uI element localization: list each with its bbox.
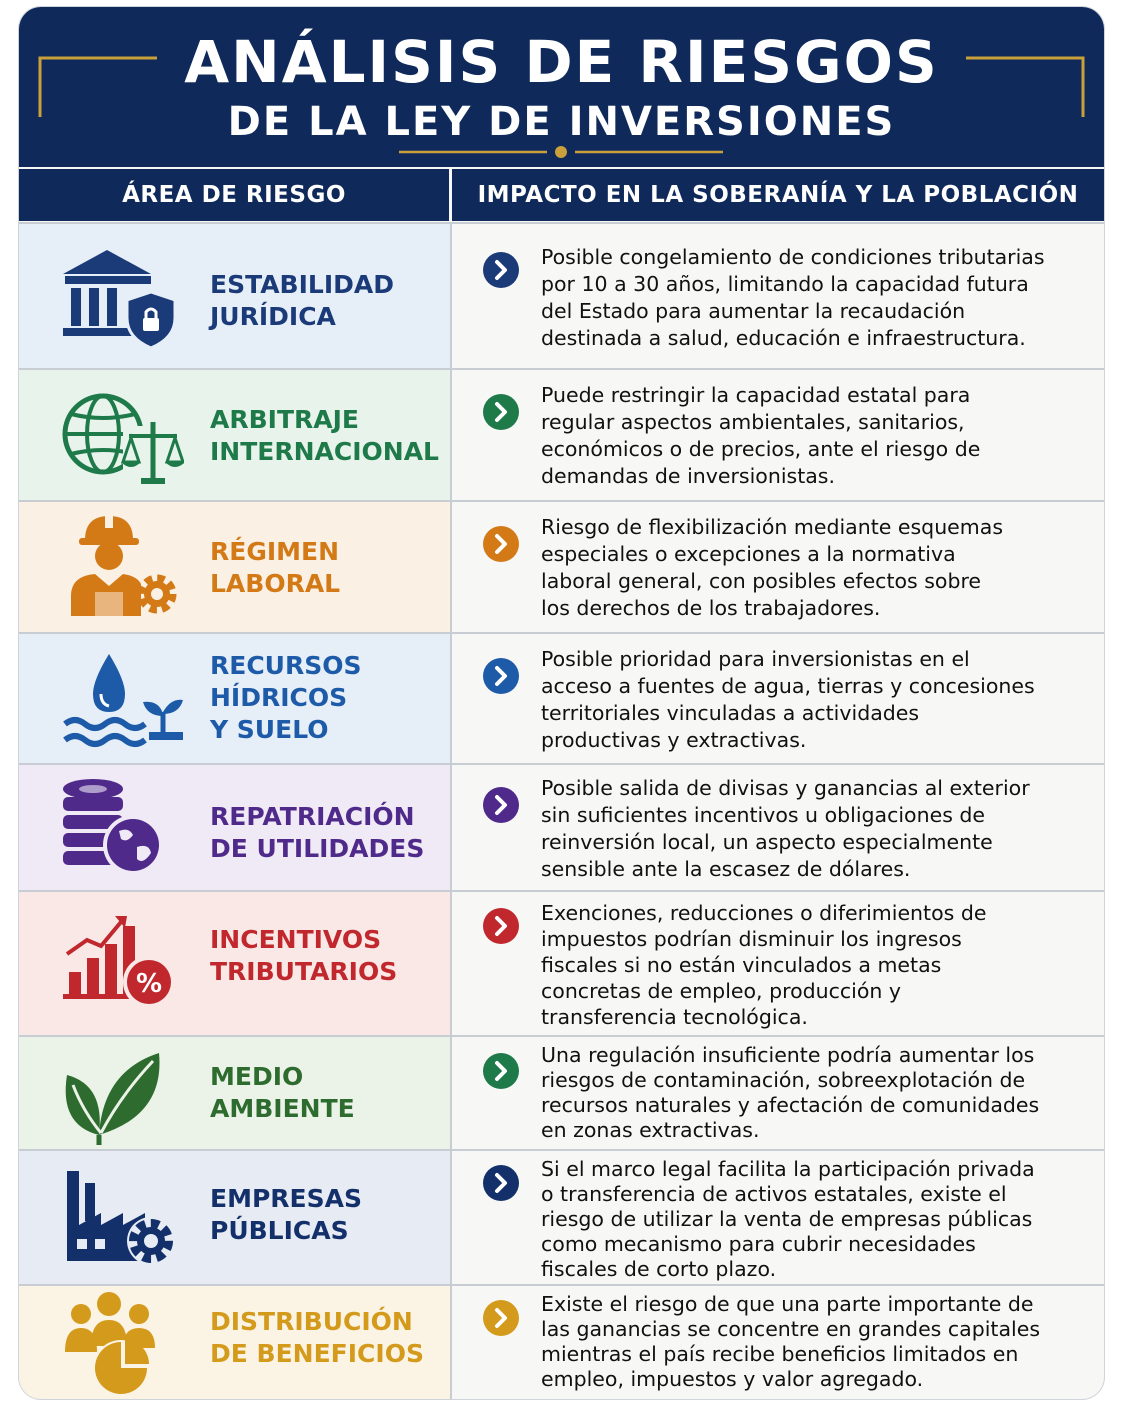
area-cell [19, 765, 452, 892]
table-row [19, 890, 1104, 1037]
water-sprout-icon [59, 646, 184, 756]
table-row [19, 368, 1104, 502]
impact-text: Posible congelamiento de condiciones tributarias por 10 a 30 años, limitando la capacidad futura del Estado para aumentar la recaudación destinada a salud, educación e infraestructura. [541, 245, 1045, 350]
impact-text: Posible prioridad para inversionistas en el acceso a fuentes de agua, tierras y concesiones territoriales vinculadas a actividades productivas y extractivas. [541, 647, 1035, 752]
area-title: MEDIO AMBIENTE [210, 1062, 355, 1123]
header [19, 7, 1104, 167]
impact-text: Una regulación insuficiente podría aumentar los riesgos de contaminación, sobreexplotación de recursos naturales y afectación de comunidades en zonas extractivas. [541, 1043, 1040, 1142]
page-subtitle: DE LA LEY DE INVERSIONES [227, 99, 896, 145]
impact-text: Exenciones, reducciones o diferimientos de impuestos podrían disminuir los ingresos fiscales si no están vinculados a metas concretas de empleo, producción y transferencia tecnológica. [541, 901, 987, 1029]
area-cell [19, 892, 452, 1037]
chevron-right-icon [483, 526, 519, 562]
infographic-card [19, 7, 1104, 1399]
chevron-right-icon [483, 1165, 519, 1201]
area-cell [19, 1037, 452, 1151]
impact-text: Existe el riesgo de que una parte importante de las ganancias se concentre en grandes capitales mientras el país recibe beneficios limitados en empleo, impuestos y valor agregado. [541, 1292, 1041, 1391]
factory-gear-icon [59, 1163, 184, 1273]
area-cell [19, 634, 452, 765]
worker-gear-icon [59, 512, 184, 622]
table-row [19, 1035, 1104, 1151]
area-cell [19, 224, 452, 370]
chevron-right-icon [483, 787, 519, 823]
area-cell [19, 1151, 452, 1286]
title-divider-ornament [399, 145, 723, 159]
area-title: REPATRIACIÓN DE UTILIDADES [210, 802, 425, 863]
chevron-right-icon [483, 1053, 519, 1089]
table-row [19, 632, 1104, 765]
area-title: EMPRESAS PÚBLICAS [210, 1184, 362, 1245]
bank-lock-icon [59, 244, 184, 354]
impact-text: Riesgo de flexibilización mediante esquemas especiales o excepciones a la normativa laboral general, con posibles efectos sobre los derechos de los trabajadores. [541, 515, 1004, 620]
table-row [19, 500, 1104, 634]
table-row [19, 1149, 1104, 1286]
area-title: ESTABILIDAD JURÍDICA [210, 270, 394, 331]
impact-text: Posible salida de divisas y ganancias al exterior sin suficientes incentivos u obligaciones de reinversión local, un aspecto especialmente sensible ante la escasez de dólares. [541, 776, 1030, 881]
area-cell [19, 1286, 452, 1399]
area-cell [19, 370, 452, 502]
table-row [19, 222, 1104, 370]
impact-text: Puede restringir la capacidad estatal para regular aspectos ambientales, sanitarios, económicos o de precios, ante el riesgo de demandas de inversionistas. [541, 383, 981, 488]
chevron-right-icon [483, 908, 519, 944]
chevron-right-icon [483, 658, 519, 694]
area-cell [19, 502, 452, 634]
area-title: RÉGIMEN LABORAL [210, 537, 341, 598]
chevron-right-icon [483, 252, 519, 288]
table-row [19, 763, 1104, 892]
chevron-right-icon [483, 1300, 519, 1336]
globe-scales-icon [59, 382, 184, 492]
page-title: ANÁLISIS DE RIESGOS [184, 28, 939, 96]
table-row [19, 1284, 1104, 1399]
area-title: DISTRIBUCIÓN DE BENEFICIOS [210, 1307, 424, 1368]
area-title: RECURSOS HÍDRICOS Y SUELO [210, 651, 362, 744]
chevron-right-icon [483, 394, 519, 430]
coins-globe-icon [59, 773, 184, 883]
leaves-icon [59, 1041, 184, 1151]
bar-chart-percent-icon [59, 906, 184, 1016]
area-title: ARBITRAJE INTERNACIONAL [210, 405, 439, 466]
people-pie-icon [59, 1290, 184, 1399]
column-header-impact: IMPACTO EN LA SOBERANÍA Y LA POBLACIÓN [452, 169, 1104, 221]
area-title: INCENTIVOS TRIBUTARIOS [210, 925, 398, 986]
svg-text:%: % [135, 969, 163, 999]
column-header-area: ÁREA DE RIESGO [19, 169, 449, 221]
impact-text: Si el marco legal facilita la participación privada o transferencia de activos estatales, existe el riesgo de utilizar la venta de empresas públicas como mecanismo para cubrir necesidades fiscales de corto plazo. [541, 1157, 1035, 1281]
